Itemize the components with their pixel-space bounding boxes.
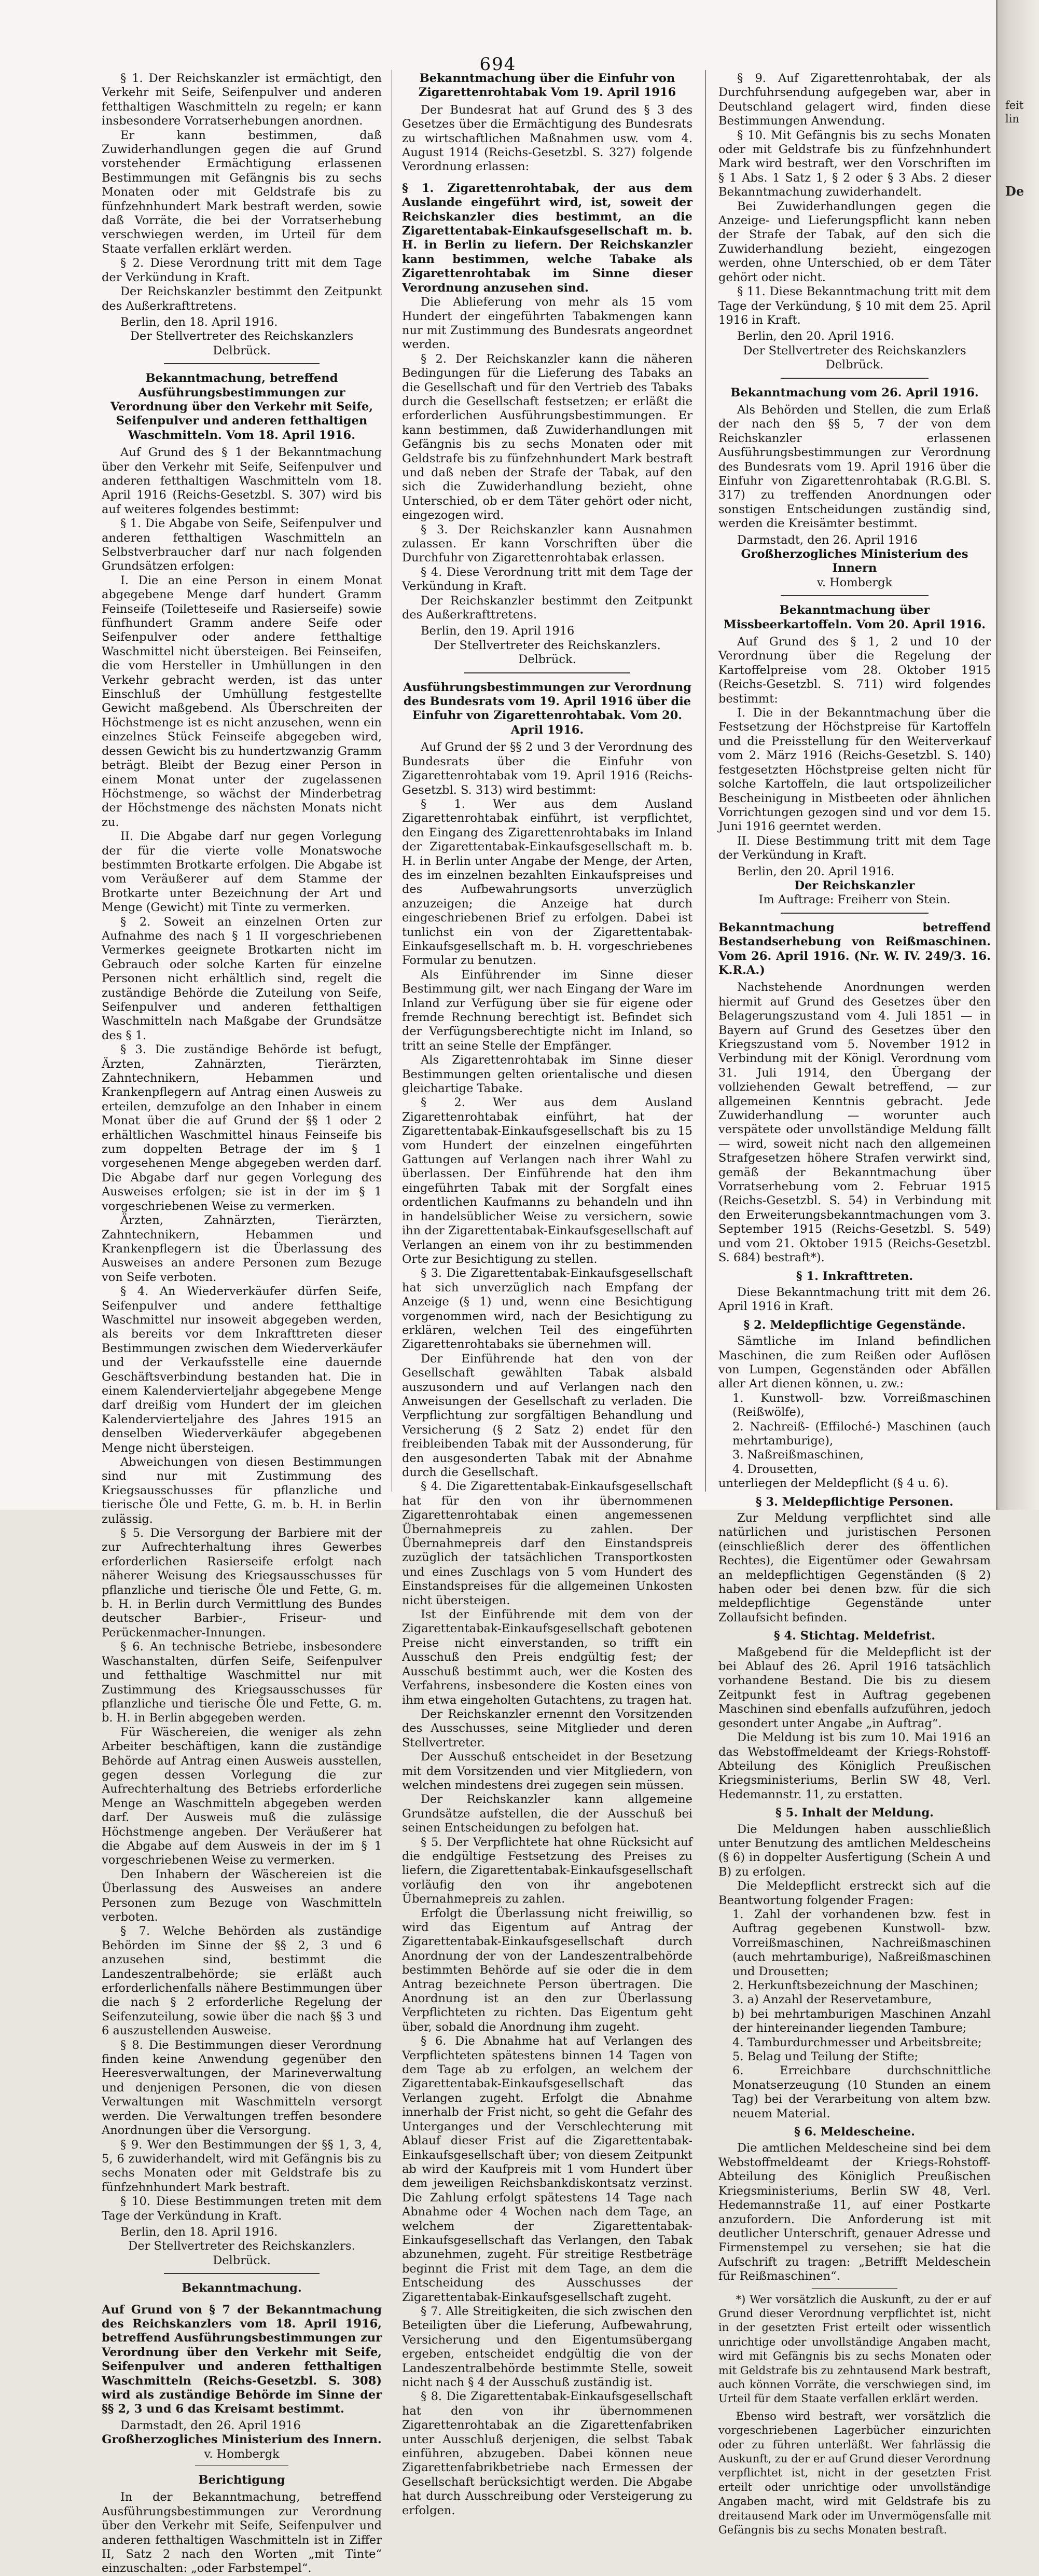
paragraph: § 8. Die Bestimmungen dieser Verordnung finden keine Anwendung gegenüber den Heeresverwaltungen, der Marineverwaltung und denjenigen Personen, die von diesen Verwaltungen mit Waschmitteln versorgt werden. Die Verwaltungen treffen besondere Anordnungen über die Versorgung. <box>102 2038 382 2138</box>
paragraph: § 3. Der Reichskanzler kann Ausnahmen zulassen. Er kann Vorschriften über die Durchfuhr von Zigarettenrohtabak erlassen. <box>402 522 692 565</box>
paragraph: § 9. Wer den Bestimmungen der §§ 1, 3, 4, 5, 6 zuwiderhandelt, wird mit Gefängnis bis zu sechs Monaten oder mit Geldstrafe bis zu fünfzehnhundert Mark bestraft. <box>102 2138 382 2194</box>
paragraph: § 2. Der Reichskanzler kann die näheren Bedingungen für die Lieferung des Tabaks an die Gesellschaft und für den Vertrieb des Tabaks durch die Gesellschaft festsetzen; er erläßt die erforderlichen Ausführungsbestimmungen. Er kann bestimmen, daß Zuwiderhandlungen mit Gefängnis bis zu sechs Monaten oder mit Geldstrafe bis zu fünfzehnhundert Mark bestraft und daß neben der Strafe der Tabak, auf den sich die Zuwiderhandlung bezieht, ohne Unterschied, ob er dem Täter gehört oder nicht, eingezogen wird. <box>402 352 692 522</box>
paragraph: § 11. Diese Bekanntmachung tritt mit dem Tage der Verkündung, § 10 mit dem 25. April 1916 in Kraft. <box>718 285 991 327</box>
place-date: Berlin, den 20. April 1916. <box>737 864 895 878</box>
section-title: Bekanntmachung über die Einfuhr von Zigarettenrohtabak Vom 19. April 1916 <box>418 72 676 100</box>
paragraph: § 2. Wer aus dem Ausland Zigarettenrohtabak einführt, hat der Zigarettentabak-Einkaufsgesellschaft bis zu 15 vom Hundert der einzelnen eingeführten Gattungen auf Verlangen nach ihrer Wahl zu überlassen. Der Einführende hat den ihm eingeführten Tabak mit der Sorgfalt eines ordentlichen Kaufmanns zu behandeln und ihn in handelsüblicher Weise zu versichern, sowie ihn der Zigarettentabak-Einkaufsgesellschaft auf Verlangen an einem von ihr zu bestimmenden Orte zur Besichtigung zu stellen. <box>402 1096 692 1266</box>
page-number: 694 <box>479 54 517 75</box>
adjacent-page-text: De <box>1005 184 1024 199</box>
signature-name: Delbrück. <box>518 653 576 667</box>
signature-title: Großherzogliches Ministerium des Innern <box>741 547 968 575</box>
paragraph: § 4. Diese Verordnung tritt mit dem Tage der Verkündung in Kraft. <box>402 565 692 594</box>
list-item: 3. a) Anzahl der Reservetambure, <box>732 1993 932 2007</box>
footnote: *) Wer vorsätzlich die Auskunft, zu der er auf Grund dieser Verordnung verpflichtet ist, nicht in der gesetzten Frist erteilt oder wissentlich unrichtige oder unvollständige Angaben macht, wird mit Gefängnis bis zu sechs Monaten oder mit Geldstrafe bis zu zehntausend Mark bestraft, auch können Vorräte, die verschwiegen sind, im Urteil für dem Staate verfallen erklärt werden. <box>718 2293 991 2405</box>
signature-name: v. Hombergk <box>204 2447 280 2461</box>
paragraph: Maßgebend für die Meldepflicht ist der bei Ablauf des 26. April 1916 tatsächlich vorhandene Bestand. Die bis zu diesem Zeitpunkt fest in Auftrag gegebenen Maschinen sind ebenfalls aufzuführen, jedoch gesondert unter Angabe „in Auftrag“. <box>718 1645 991 1730</box>
paragraph: Diese Bekanntmachung tritt mit dem 26. April 1916 in Kraft. <box>718 1285 991 1314</box>
paragraph: Er kann bestimmen, daß Zuwiderhandlungen gegen die auf Grund vorstehender Ermächtigung erlassenen Bestimmungen mit Gefängnis bis zu sechs Monaten oder mit Geldstrafe bis zu fünfzehnhundert Mark bestraft werden, sowie daß Vorräte, die bei der Vorratserhebung verschwiegen werden, im Urteil für dem Staate verfallen erklärt werden. <box>102 128 382 256</box>
paragraph: Den Inhabern der Wäschereien ist die Überlassung des Ausweises an andere Personen zum Bezuge von Waschmitteln verboten. <box>102 1867 382 1924</box>
section-title: Ausführungsbestimmungen zur Verordnung des Bundesrats vom 19. April 1916 über die Einfuhr von Zigarettenrohtabak. Vom 20. April 1916. <box>403 680 691 737</box>
paragraph: Der Einführende hat den von der Gesellschaft gewählten Tabak alsbald auszusondern und auf Verlangen nach den Anweisungen der Gesellschaft zu verladen. Die Verpflichtung zur sorgfältigen Behandlung und Versicherung (§ 2 Satz 2) endet für den freibleibenden Tabak mit der Aussonderung, für den ausgesonderten Tabak mit der Abnahme durch die Gesellschaft. <box>402 1352 692 1479</box>
paragraph: § 1. Der Reichskanzler ist ermächtigt, den Verkehr mit Seife, Seifenpulver und anderen fetthaltigen Waschmitteln zu regeln; er kann insbesondere Vorratserhebungen anordnen. <box>102 72 382 128</box>
paragraph: Als Zigarettenrohtabak im Sinne dieser Bestimmungen gelten orientalische und diesen gleichartige Tabake. <box>402 1053 692 1096</box>
subsection-title: § 1. Inkrafttreten. <box>796 1269 913 1283</box>
section-title: Bekanntmachung. <box>182 2281 302 2295</box>
signature-name: Delbrück. <box>825 358 884 372</box>
section-title: Berichtigung <box>198 2473 285 2487</box>
place-date: Berlin, den 19. April 1916 <box>421 624 575 638</box>
paragraph: Der Reichskanzler bestimmt den Zeitpunkt des Außerkrafttretens. <box>402 594 692 622</box>
paragraph: I. Die an eine Person in einem Monat abgegebene Menge darf hundert Gramm Feinseife (Toiletteseife und Rasierseife) sowie fünfhundert Gramm andere Seife oder Seifenpulver oder andere fetthaltige Waschmittel nicht übersteigen. Bei Feinseifen, die vom Hersteller in Umhüllungen in den Verkehr gebracht werden, ist das unter Einschluß der Umhüllung festgestellte Gewicht maßgebend. Als Überschreiten der Höchstmenge ist es nicht anzusehen, wenn ein einzelnes Stück Feinseife abgegeben wird, dessen Gewicht bis zu hundertzwanzig Gramm beträgt. Bleibt der Bezug einer Person in einem Monat unter der zugelassenen Höchstmenge, so wächst der Minderbetrag der Höchstmenge des nächsten Monats nicht zu. <box>102 573 382 829</box>
subsection-title: § 4. Stichtag. Meldefrist. <box>773 1629 936 1643</box>
darmstadt-soap-section <box>102 2281 382 2461</box>
paragraph: Auf Grund der §§ 2 und 3 der Verordnung des Bundesrats über die Einfuhr von Zigarettenrohtabak vom 19. April 1916 (Reichs-Gesetzbl. S. 313) wird bestimmt: <box>402 740 692 797</box>
paragraph: § 5. Die Versorgung der Barbiere mit der zur Aufrechterhaltung ihres Gewerbes erforderlichen Rasierseife erfolgt nach näherer Weisung des Kriegsausschusses für pflanzliche und tierische Öle und Fette, G. m. b. H. in Berlin durch Vermittlung des Bundes deutscher Barbier-, Friseur- und Perückenmacher-Innungen. <box>102 1526 382 1640</box>
paragraph: § 3. Die Zigarettentabak-Einkaufsgesellschaft hat sich unverzüglich nach Empfang der Anzeige (§ 1) und, wenn eine Besichtigung vorgenommen wird, nach der Besichtigung zu erklären, welchen Teil des eingeführten Zigarettenrohtabaks sie übernehmen will. <box>402 1266 692 1352</box>
paragraph: Auf Grund von § 7 der Bekanntmachung des Reichskanzlers vom 18. April 1916, betreffend Ausführungsbestimmungen zur Verordnung über den Verkehr mit Seife, Seifenpulver und anderen fetthaltigen Waschmitteln (Reichs-Gesetzbl. S. 308) wird als zuständige Behörde im Sinne der §§ 2, 3 und 6 das Kreisamt bestimmt. <box>102 2303 382 2416</box>
paragraph: § 2. Diese Verordnung tritt mit dem Tage der Verkündung in Kraft. <box>102 256 382 284</box>
paragraph: § 2. Soweit an einzelnen Orten zur Aufnahme des nach § 1 II vorgeschriebenen Vermerkes geeignete Brotkarten nicht im Gebrauch oder solche Karten für einzelne Personen nicht erhältlich sind, regelt die zuständige Behörde die Zuteilung von Seife, Seifenpulver und anderen fetthaltigen Waschmitteln nach Maßgabe der Grundsätze des § 1. <box>102 915 382 1042</box>
paragraph: § 6. An technische Betriebe, insbesondere Waschanstalten, dürfen Seife, Seifenpulver und fetthaltige Waschmittel nur mit Zustimmung des Kriegsausschusses für pflanzliche und tierische Öle und Fette, G. m. b. H. in Berlin abgegeben werden. <box>102 1640 382 1725</box>
paragraph: Die Meldungen haben ausschließlich unter Benutzung des amtlichen Meldescheins (§ 6) in doppelter Ausfertigung (Schein A und B) zu erfolgen. <box>718 1822 991 1879</box>
place-date: Berlin, den 18. April 1916. <box>120 315 278 329</box>
paragraph: Als Behörden und Stellen, die zum Erlaß der nach den §§ 5, 7 der von dem Reichskanzler erlassenen Ausführungsbestimmungen zur Verordnung des Bundesrats vom 19. April 1916 über die Einfuhr von Zigarettenrohtabak (R.G.Bl. S. 317) zu treffenden Anordnungen oder sonstigen Entscheidungen zuständig sind, werden die Kreisämter bestimmt. <box>718 403 991 531</box>
signature-title: Der Reichskanzler <box>794 878 915 892</box>
paragraph: II. Diese Bestimmung tritt mit dem Tage der Verkündung in Kraft. <box>718 834 991 862</box>
section-title: Bekanntmachung betreffend Bestandserhebung von Reißmaschinen. Vom 26. April 1916. (Nr. W. IV. 249/3. 16. K.R.A.) <box>718 920 991 977</box>
tobacco-implementation-section <box>402 681 692 2518</box>
paragraph: Für Wäschereien, die weniger als zehn Arbeiter beschäftigen, kann die zuständige Behörde auf Antrag einen Ausweis ausstellen, gegen dessen Vorlegung die zur Aufrechterhaltung des Betriebs erforderliche Menge an Waschmitteln abgegeben werden darf. Der Ausweis muß die zulässige Höchstmenge angeben. Der Veräußerer hat die Abgabe auf dem Ausweis in der im § 1 vorgeschriebenen Weise zu vermerken. <box>102 1725 382 1867</box>
paragraph: § 4. Die Zigarettentabak-Einkaufsgesellschaft hat für den von ihr übernommenen Zigarettenrohtabak einen angemessenen Übernahmepreis zu zahlen. Der Übernahmepreis darf den Einstandspreis zuzüglich der tatsächlichen Transportkosten und eines Zuschlags von 5 vom Hundert des Einstandspreises für die allgemeinen Unkosten nicht übersteigen. <box>402 1480 692 1607</box>
paragraph: § 1. Die Abgabe von Seife, Seifenpulver und anderen fetthaltigen Waschmitteln an Selbstverbraucher darf nur nach folgenden Grundsätzen erfolgen: <box>102 517 382 573</box>
paragraph: Ist der Einführende mit dem von der Zigarettentabak-Einkaufsgesellschaft gebotenen Preise nicht einverstanden, so trifft ein Ausschuß den Preis endgültig fest; der Ausschuß bestimmt auch, wer die Kosten des Verfahrens, insbesondere die Kosten eines von ihm etwa eingeholten Gutachtens, zu tragen hat. <box>402 1608 692 1707</box>
right-column <box>718 72 991 2537</box>
section-rule <box>464 672 630 673</box>
section-title: Bekanntmachung über Missbeerkartoffeln. Vom 20. April 1916. <box>723 603 986 631</box>
list-item: 3. Naßreißmaschinen, <box>732 1448 864 1462</box>
paragraph: § 4. An Wiederverkäufer dürfen Seife, Seifenpulver und andere fetthaltige Waschmittel nur insoweit abgegeben werden, als bereits vor dem Inkrafttreten dieser Bestimmungen zwischen dem Wiederverkäufer und der Verkaufsstelle eine dauernde Geschäftsverbindung bestanden hat. Die in einem Kalendervierteljahr abgegebene Menge darf dreißig vom Hundert der im gleichen Kalendervierteljahre des Jahres 1915 an denselben Wiederverkäufer abgegebenen Menge nicht übersteigen. <box>102 1285 382 1455</box>
paragraph: Auf Grund des § 1, 2 und 10 der Verordnung über die Regelung der Kartoffelpreise vom 28. Oktober 1915 (Reichs-Gesetzbl. S. 711) wird folgendes bestimmt: <box>718 635 991 706</box>
paragraph: Der Bundesrat hat auf Grund des § 3 des Gesetzes über die Ermächtigung des Bundesrats zu wirtschaftlichen Maßnahmen usw. vom 4. August 1914 (Reichs-Gesetzbl. S. 327) folgende Verordnung erlassen: <box>402 103 692 174</box>
section-rule <box>781 595 929 596</box>
paragraph: I. Die in der Bekanntmachung über die Festsetzung der Höchstpreise für Kartoffeln und die Preisstellung für den Weiterverkauf vom 2. März 1916 (Reichs-Gesetzbl. S. 140) festgesetzten Höchstpreise gelten nicht für solche Kartoffeln, die laut ortspolizeilicher Bescheinigung in Mistbeeten oder ähnlichen Vorrichtungen gezogen sind und vor dem 15. Juni 1916 geerntet werden. <box>718 706 991 834</box>
tobacco-continuation-section <box>718 72 991 373</box>
subsection-title: § 2. Meldepflichtige Gegenstände. <box>743 1318 966 1332</box>
adjacent-page-text: lin <box>1005 113 1019 125</box>
tobacco-import-section <box>402 72 692 667</box>
section-title: Bekanntmachung vom 26. April 1916. <box>730 385 979 400</box>
paragraph: Der Reichskanzler kann allgemeine Grundsätze aufstellen, die der Ausschuß bei seinen Entscheidungen zu befolgen hat. <box>402 1793 692 1835</box>
adjacent-page-edge <box>996 0 1039 1510</box>
subsection-title: § 5. Inhalt der Meldung. <box>775 1806 934 1820</box>
correction-section <box>102 2473 382 2576</box>
paragraph: Die amtlichen Meldescheine sind bei dem Webstoffmeldeamt der Kriegs-Rohstoff-Abteilung des Königlich Preußischen Kriegsministeriums, Berlin SW 48, Verl. Hedemannstraße 11, auf einer Postkarte anzufordern. Die Anforderung ist mit deutlicher Unterschrift, genauer Adresse und Firmenstempel zu versehen; sie hat die Aufschrift zu tragen: „Betrifft Meldeschein für Reißmaschinen“. <box>718 2141 991 2283</box>
middle-column <box>402 72 692 2517</box>
list-item: 1. Zahl der vorhandenen bzw. fest in Auftrag gegebenen Kunstwoll- bzw. Vorreißmaschinen, Nachreißmaschinen (auch mehrtamburige), Naßreißmaschinen und Drousetten; <box>732 1907 991 1978</box>
paragraph: Sämtliche im Inland befindlichen Maschinen, die zum Reißen oder Auflösen von Lumpen, Gegenständen oder Abfällen aller Art dienen können, u. zw.: <box>718 1334 991 1391</box>
section-rule <box>164 363 320 364</box>
column-divider <box>705 70 706 1492</box>
signature-name: Delbrück. <box>213 2253 271 2267</box>
signature-name: Im Auftrage: Freiherr von Stein. <box>758 893 951 907</box>
place-date: Berlin, den 20. April 1916. <box>737 329 895 343</box>
paragraph: Erfolgt die Überlassung nicht freiwillig, so wird das Eigentum auf Antrag der Zigarettentabak-Einkaufsgesellschaft durch Anordnung der von der Landeszentralbehörde bestimmten Behörde auf sie oder die in dem Antrag bezeichnete Person übertragen. Die Anordnung ist an den zur Überlassung Verpflichteten zu richten. Das Eigentum geht über, sobald die Anordnung ihm zugeht. <box>402 1906 692 2034</box>
footnote-rule <box>812 2288 897 2289</box>
section-rule <box>781 913 929 914</box>
soap-implementation-section <box>102 371 382 2268</box>
section-rule <box>195 2465 288 2466</box>
paragraph: § 7. Alle Streitigkeiten, die sich zwischen den Beteiligten über die Lieferung, Aufbewahrung, Versicherung und den Eigentumsübergang ergeben, entscheidet endgültig die von der Landeszentralbehörde bestimmte Stelle, soweit nicht nach § 4 der Ausschuß zuständig ist. <box>402 2304 692 2389</box>
list-item: 4. Drousetten, <box>732 1462 818 1476</box>
left-column <box>102 72 382 2575</box>
footnote: Ebenso wird bestraft, wer vorsätzlich die vorgeschriebenen Lagerbücher einzurichten oder zu führen unterläßt. Wer fahrlässig die Auskunft, zu der er auf Grund dieser Verordnung verpflichtet ist, nicht in der gesetzten Frist erteilt oder unrichtige oder unvollständige Angaben macht, wird mit Geldstrafe bis zu dreitausend Mark oder im Unvermögensfalle mit Gefängnis bis zu sechs Monaten bestraft. <box>718 2409 991 2537</box>
section-rule <box>781 378 929 379</box>
paragraph: Die Ablieferung von mehr als 15 vom Hundert der eingeführten Tabakmengen kann nur mit Zustimmung des Bundesrats angeordnet werden. <box>402 295 692 352</box>
paragraph: Die Meldepflicht erstreckt sich auf die Beantwortung folgender Fragen: <box>718 1879 991 1907</box>
paragraph: Der Ausschuß entscheidet in der Besetzung mit dem Vorsitzenden und vier Mitgliedern, von welchen mindestens drei zugegen sein müssen. <box>402 1750 692 1792</box>
signature-title: Der Stellvertreter des Reichskanzlers <box>130 329 354 343</box>
subsection-title: § 6. Meldescheine. <box>794 2125 915 2139</box>
signature-title: Großherzogliches Ministerium des Innern. <box>102 2433 382 2447</box>
adjacent-page-text: feit <box>1005 99 1024 112</box>
section-title: Bekanntmachung, betreffend Ausführungsbestimmungen zur Verordnung über den Verkehr mit Seife, Seifenpulver und anderen fetthaltigen Waschmitteln. Vom 18. April 1916. <box>110 371 373 442</box>
paragraph: § 10. Mit Gefängnis bis zu sechs Monaten oder mit Geldstrafe bis zu fünfzehnhundert Mark wird bestraft, wer den Vorschriften im § 1 Abs. 1 Satz 1, § 2 oder § 3 Abs. 2 dieser Bekanntmachung zuwiderhandelt. <box>718 128 991 199</box>
paragraph: § 6. Die Abnahme hat auf Verlangen des Verpflichteten spätestens binnen 14 Tagen von dem Tage ab zu erfolgen, an welchem der Zigarettentabak-Einkaufsgesellschaft das Verlangen zugeht. Erfolgt die Abnahme innerhalb der Frist nicht, so geht die Gefahr des Unterganges und der Verschlechterung mit Ablauf dieser Frist auf die Zigarettentabak-Einkaufsgesellschaft über; von diesem Zeitpunkt ab wird der Kaufpreis mit 1 vom Hundert über dem jeweiligen Reichsbankdiskontsatz verzinst. Die Zahlung erfolgt spätestens 14 Tage nach Abnahme oder 4 Wochen nach dem Tage, an welchem der Zigarettentabak-Einkaufsgesellschaft das Verlangen, den Tabak abzunehmen, zugeht. Für streitige Restbeträge beginnt die Frist mit dem Tage, an dem die Entscheidung des Ausschusses der Zigarettentabak-Einkaufsgesellschaft zugeht. <box>402 2034 692 2304</box>
place-date: Berlin, den 18. April 1916. <box>120 2225 278 2239</box>
place-date: Darmstadt, den 26. April 1916 <box>120 2418 301 2432</box>
darmstadt-tobacco-section <box>718 386 991 590</box>
paragraph: § 1. Wer aus dem Ausland Zigarettenrohtabak einführt, ist verpflichtet, den Eingang des Zigarettenrohtabaks im Inland der Zigarettentabak-Einkaufsgesellschaft m. b. H. in Berlin unter Angabe der Menge, der Arten, des im einzelnen bezahlten Einkaufspreises und des Aufbewahrungsorts unverzüglich anzuzeigen; die Anzeige hat durch eingeschriebenen Brief zu erfolgen. Dabei ist tunlichst ein von der Zigarettentabak-Einkaufsgesellschaft m. b. H. vorgeschriebenes Formular zu benutzen. <box>402 797 692 968</box>
paragraph: Abweichungen von diesen Bestimmungen sind nur mit Zustimmung des Kriegsausschusses für pflanzliche und tierische Öle und Fette, G. m. b. H. in Berlin zulässig. <box>102 1455 382 1526</box>
list-item: 6. Erreichbare durchschnittliche Monatserzeugung (10 Stunden an einem Tag) bei der Verarbeitung von altem bzw. neuem Material. <box>732 2064 991 2120</box>
paragraph: § 7. Welche Behörden als zuständige Behörden im Sinne der §§ 2, 3 und 6 anzusehen sind, bestimmt die Landeszentralbehörde; sie erläßt auch erforderlichenfalls nähere Bestimmungen über die nach § 2 erforderliche Regelung der Seifenzuteilung, sowie über die nach §§ 3 und 6 auszustellenden Ausweise. <box>102 1924 382 2038</box>
list-item: 2. Herkunftsbezeichnung der Maschinen; <box>732 1979 978 1992</box>
list-item: 5. Belag und Teilung der Stifte; <box>732 2050 919 2064</box>
machine-survey-section <box>718 921 991 2538</box>
list-item: 1. Kunstwoll- bzw. Vorreißmaschinen (Reißwölfe), <box>732 1391 991 1420</box>
potato-section <box>718 603 991 907</box>
subsection-title: § 3. Meldepflichtige Personen. <box>755 1495 954 1509</box>
paragraph: § 5. Der Verpflichtete hat ohne Rücksicht auf die endgültige Festsetzung des Preises zu liefern, die Zigarettentabak-Einkaufsgesellschaft vorläufig den von ihr angebotenen Übernahmepreis zu zahlen. <box>402 1835 692 1906</box>
signature-title: Der Stellvertreter des Reichskanzlers <box>743 343 966 357</box>
paragraph: Als Einführender im Sinne dieser Bestimmung gilt, wer nach Eingang der Ware im Inland zur Verfügung über sie für eigene oder fremde Rechnung berechtigt ist. Befindet sich der Verfügungsberechtigte nicht im Inland, so tritt an seine Stelle der Empfänger. <box>402 968 692 1053</box>
paragraph: Der Reichskanzler bestimmt den Zeitpunkt des Außerkrafttretens. <box>102 285 382 313</box>
paragraph: Bei Zuwiderhandlungen gegen die Anzeige- und Lieferungspflicht kann neben der Strafe der Tabak, auf den sich die Zuwiderhandlung bezieht, eingezogen werden, ohne Unterschied, ob er dem Täter gehört oder nicht. <box>718 199 991 284</box>
paragraph: Zur Meldung verpflichtet sind alle natürlichen und juristischen Personen (einschließlich derer des öffentlichen Rechtes), die Eigentümer oder Gewahrsam an meldepflichtigen Gegenständen (§ 2) haben oder bei denen bzw. für die sich meldepflichtige Gegenstände unter Zollaufsicht befinden. <box>718 1511 991 1624</box>
paragraph: Der Reichskanzler ernennt den Vorsitzenden des Ausschusses, seine Mitglieder und deren Stellvertreter. <box>402 1707 692 1750</box>
paragraph: § 1. Zigarettenrohtabak, der aus dem Auslande eingeführt wird, ist, soweit der Reichskanzler dies bestimmt, an die Zigarettentabak-Einkaufsgesellschaft m. b. H. in Berlin zu liefern. Der Reichskanzler kann bestimmen, welche Tabake als Zigarettenrohtabak im Sinne dieser Verordnung anzusehen sind. <box>402 181 692 295</box>
paragraph: Ärzten, Zahnärzten, Tierärzten, Zahntechnikern, Hebammen und Krankenpflegern ist die Überlassung des Ausweises an andere Personen zum Bezuge von Seife verboten. <box>102 1214 382 1284</box>
signature-title: Der Stellvertreter des Reichskanzlers. <box>128 2239 355 2253</box>
signature-title: Der Stellvertreter des Reichskanzlers. <box>434 638 661 652</box>
paragraph: In der Bekanntmachung, betreffend Ausführungsbestimmungen zur Verordnung über den Verkehr mit Seife, Seifenpulver und anderen fetthaltigen Waschmitteln ist in Ziffer II, Satz 2 nach den Worten „mit Tinte“ einzuschalten: „oder Farbstempel“. <box>102 2490 382 2575</box>
place-date: Darmstadt, den 26. April 1916 <box>737 533 918 547</box>
soap-ordinance-section <box>102 72 382 358</box>
paragraph: § 10. Diese Bestimmungen treten mit dem Tage der Verkündung in Kraft. <box>102 2195 382 2223</box>
paragraph: § 3. Die zuständige Behörde ist befugt, Ärzten, Zahnärzten, Tierärzten, Zahntechnikern, Hebammen und Krankenpflegern auf Antrag einen Ausweis zu erteilen, demzufolge an den Inhaber in einem Monat über die auf Grund der §§ 1 oder 2 erhältlichen Waschmittel hinaus Feinseife bis zum doppelten Betrage der im § 1 vorgesehenen Menge abgegeben werden darf. Die Abgabe darf nur gegen Vorlegung des Ausweises erfolgen; sie ist in der im § 1 vorgeschriebenen Weise zu vermerken. <box>102 1043 382 1213</box>
list-item: 4. Tamburdurchmesser und Arbeitsbreite; <box>732 2035 982 2049</box>
paragraph: Die Meldung ist bis zum 10. Mai 1916 an das Webstoffmeldeamt der Kriegs-Rohstoff-Abteilung des Königlich Preußischen Kriegsministeriums, Berlin SW 48, Verl. Hedemannstr. 11, zu erstatten. <box>718 1731 991 1801</box>
paragraph: Nachstehende Anordnungen werden hiermit auf Grund des Gesetzes über den Belagerungszustand vom 4. Juli 1851 — in Bayern auf Grund des Gesetzes über den Kriegszustand vom 5. November 1912 in Verbindung mit der Königl. Verordnung vom 31. Juli 1914, den Übergang der vollziehenden Gewalt betreffend, — zur allgemeinen Kenntnis gebracht. Jede Zuwiderhandlung — worunter auch verspätete oder unvollständige Meldung fällt — wird, soweit nicht nach den allgemeinen Strafgesetzen höhere Strafen verwirkt sind, gemäß der Bekanntmachung über Vorratserhebung vom 2. Februar 1915 (Reichs-Gesetzbl. S. 54) in Verbindung mit den Erweiterungsbekanntmachungen vom 3. September 1915 (Reichs-Gesetzbl. S. 549) und vom 21. Oktober 1915 (Reichs-Gesetzbl. S. 684) bestraft*). <box>718 981 991 1265</box>
paragraph: Auf Grund des § 1 der Bekanntmachung über den Verkehr mit Seife, Seifenpulver und anderen fetthaltigen Waschmitteln vom 18. April 1916 (Reichs-Gesetzbl. S. 307) wird bis auf weiteres folgendes bestimmt: <box>102 446 382 516</box>
signature-name: v. Hombergk <box>816 575 893 589</box>
paragraph: unterliegen der Meldepflicht (§ 4 u. 6). <box>718 1477 949 1491</box>
paragraph: II. Die Abgabe darf nur gegen Vorlegung der für die vierte volle Monatswoche bestimmten Brotkarte erfolgen. Die Abgabe ist vom Veräußerer auf dem Stamme der Brotkarte unter Bezeichnung der Art und Menge (Gewicht) mit Tinte zu vermerken. <box>102 830 382 915</box>
paragraph: § 8. Die Zigarettentabak-Einkaufsgesellschaft hat den von ihr übernommenen Zigarettenrohtabak an die Zigarettenfabriken unter Ausschluß derjenigen, die selbst Tabak einführen, abzugeben. Dabei können neue Zigarettenfabrikbetriebe nach Ermessen der Gesellschaft berücksichtigt werden. Die Abgabe hat durch Ausschreibung oder Versteigerung zu erfolgen. <box>402 2390 692 2517</box>
paragraph: § 9. Auf Zigarettenrohtabak, der als Durchfuhrsendung aufgegeben war, aber in Deutschland gelagert wird, finden diese Bestimmungen Anwendung. <box>718 72 991 128</box>
section-rule <box>164 2273 320 2274</box>
signature-name: Delbrück. <box>213 343 271 357</box>
list-item: b) bei mehrtamburigen Maschinen Anzahl der hintereinander liegenden Tambure; <box>732 2007 991 2035</box>
list-item: 2. Nachreiß- (Effiloché-) Maschinen (auch mehrtamburige), <box>732 1420 991 1448</box>
